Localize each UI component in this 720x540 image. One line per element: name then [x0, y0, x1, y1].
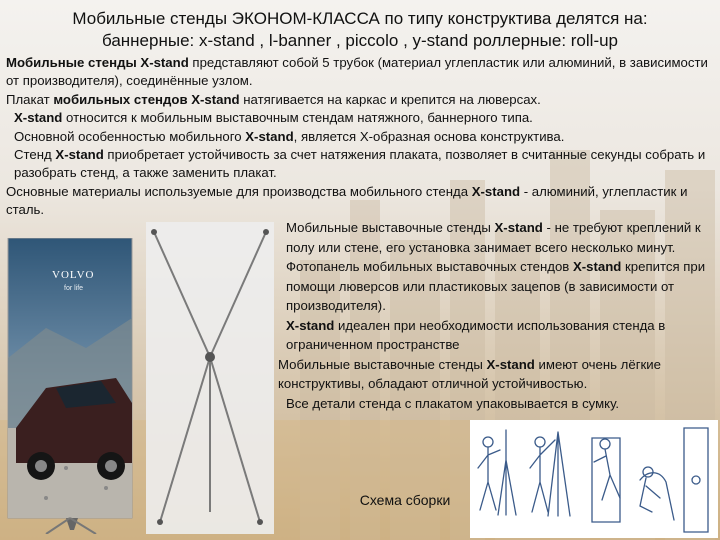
paragraph-text: представляют собой 5 трубок (материал углепластик или алюминий, в зависимости от производителя), соединённые узлом. — [6, 55, 708, 89]
paragraph-text: Мобильные выставочные стенды — [278, 356, 487, 372]
main-text-block — [6, 54, 714, 220]
bold-term: X-stand — [486, 356, 535, 372]
banner-photo — [6, 238, 134, 534]
paragraph-text: - не требуют креплений к полу или стене, его установка занимает всего несколько минут. — [286, 220, 701, 255]
banner-tagline: for life — [64, 285, 84, 292]
right-paragraph-4 — [278, 355, 714, 394]
paragraph-text: Стенд — [14, 147, 56, 163]
paragraph-text: натягивается на каркас и крепится на люверсах. — [239, 91, 541, 107]
paragraph-text: Основной особенностью мобильного — [14, 128, 246, 144]
bold-term: X-stand — [471, 183, 521, 199]
paragraph-text: , является Х-образная основа конструктива. — [293, 128, 565, 144]
paragraph-1 — [6, 54, 714, 91]
right-text-block — [278, 218, 714, 413]
paragraph-4 — [6, 128, 714, 146]
bold-term: X-stand — [572, 259, 622, 274]
paragraph-text: крепится при помощи люверсов или пластиковых зацепов (в зависимости от производителя). — [286, 259, 706, 313]
paragraph-text: идеален при необходимости использования стенда в ограниченном пространстве — [286, 317, 666, 352]
assembly-sketch — [470, 420, 718, 538]
bold-term: X-stand — [14, 110, 63, 126]
right-paragraph-3 — [278, 316, 714, 355]
title-line-2: баннерные: x-stand , l-banner , piccolo , y-stand роллерные: roll-up — [101, 31, 619, 50]
x-stand-frame-image — [146, 222, 274, 534]
right-paragraph-2 — [278, 257, 714, 316]
right-paragraph-1 — [278, 218, 714, 257]
paragraph-text: имеют очень лёгкие конструктивы, обладают отличной устойчивостью. — [278, 356, 661, 391]
bold-term: X-stand — [494, 220, 543, 235]
paragraph-6 — [6, 183, 714, 220]
paragraph-2 — [6, 91, 714, 109]
paragraph-text: Основные материалы используемые для производства мобильного стенда — [6, 183, 472, 199]
assembly-caption: Схема сборки — [359, 492, 451, 508]
paragraph-text: Фотопанель мобильных выставочных стендов — [286, 259, 573, 274]
paragraph-text: - алюминий, углепластик и сталь. — [6, 183, 688, 218]
bold-term: Мобильные стенды X-stand — [6, 55, 189, 70]
bold-term: X-stand — [286, 317, 335, 333]
paragraph-text: приобретает устойчивость за счет натяжения плаката, позволяет в считанные секунды собрать и разобрать стенд, а также заменить плакат. — [14, 147, 706, 181]
paragraph-5 — [6, 146, 714, 183]
title-line-1: Мобильные стенды ЭКОНОМ-КЛАССА по типу конструктива делятся на: — [72, 9, 648, 28]
paragraph-text: Мобильные выставочные стенды — [286, 220, 495, 235]
bold-term: X-stand — [55, 147, 104, 163]
bold-term: X-stand — [245, 128, 294, 144]
banner-brand: VOLVO — [52, 269, 95, 281]
right-paragraph-5: Все детали стенда с плакатом упаковывается в сумку. — [286, 395, 620, 411]
paragraph-text: относится к мобильным выставочным стендам натяжного, баннерного типа. — [62, 110, 533, 126]
paragraph-3 — [6, 109, 714, 127]
bold-term: мобильных стендов X-stand — [53, 91, 240, 107]
slide-title — [60, 8, 660, 52]
paragraph-text: Плакат — [6, 91, 54, 107]
